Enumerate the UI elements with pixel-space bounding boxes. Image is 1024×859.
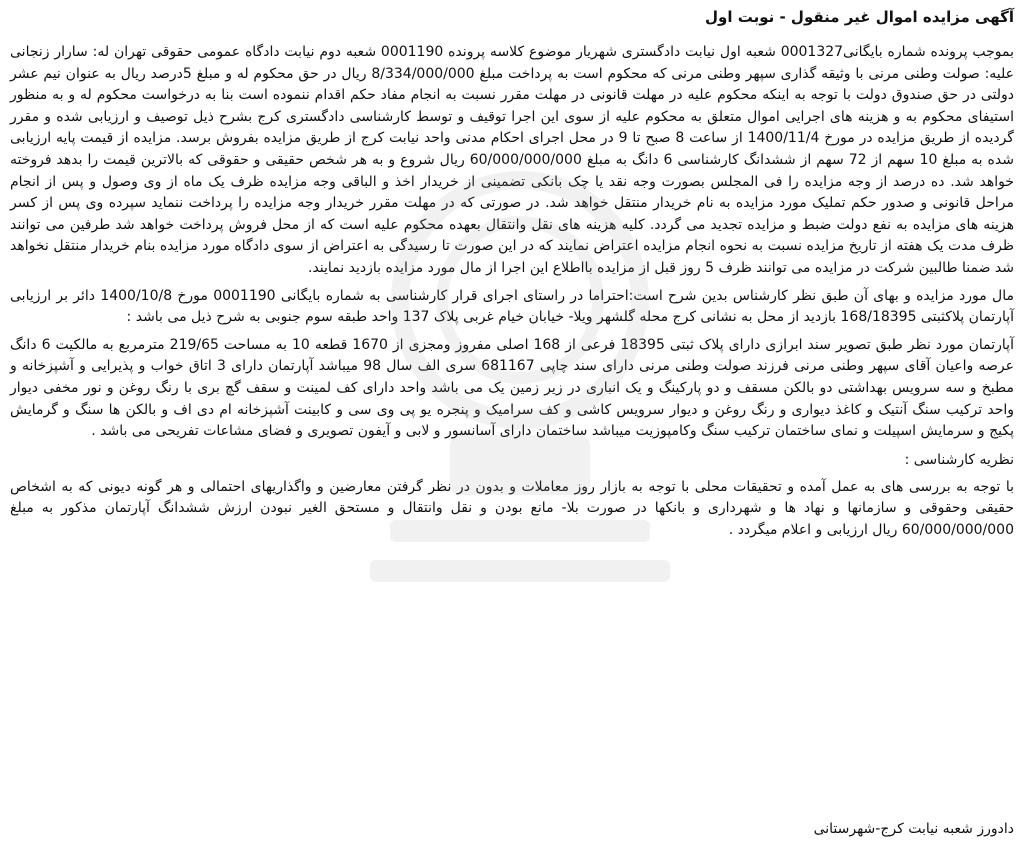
notice-title: آگهی مزایده اموال غیر منقول - نوبت اول [705,8,1014,26]
signature-line: دادورز شعبه نیابت کرج-شهرستانی [813,821,1014,837]
expert-opinion-heading: نظریه کارشناسی : [904,451,1014,468]
property-value-paragraph: مال مورد مزایده و بهای آن طبق نظر کارشناس بدین شرح است:احتراما در راستای اجرای قرار کارشناسی به شماره بایگانی 0001190 مورخ 1400/10/8 دائر بر ارزیابی آپارتمان پلاکثبتی 168/18395 بازدید از محل به نشانی کرج محله گلشهر ویلا- خیابان خیام غربی پلاک 137 واحد طبقه سوم جنوبی به شرح ذیل می باشد : [10,287,1014,326]
apartment-description-paragraph: آپارتمان مورد نظر طبق تصویر سند ابرازی دارای پلاک ثبتی 18395 فرعی از 168 اصلی مفروز ومجزی از 1670 قطعه 10 به مساحت 219/65 مترمربع به مالکیت 6 دانگ عرصه واعیان آقای سپهر وطنی مرنی فرزند صولت وطنی مرنی دارای سند چاپی 681167 سری الف سال 98 میباشد آپارتمان دارای 3 اتاق خواب و پذیرایی و آشپزخانه و مطبخ و سه سرویس بهداشتی دو بالکن مسقف و دو پارکینگ و یک انباری در زیر زمین یک می باشد واحد دارای کف لمینت و سقف گچ بری با رنگ روغن و نور مخفی دیوار واحد ترکیب سنگ آنتیک و کاغذ دیواری و رنگ روغن و دیوار سرویس کاشی و کف سرامیک و پنجره یو پی وی سی و کابینت آشپزخانه ام دی اف و بالکن ها سنگ و گرمایش پکیج و سرمایش اسپیلت و نمای ساختمان ترکیب سنگ وکامپوزیت میباشد ساختمان دارای آسانسور و لابی و آیفون تصویری و فضای مشاعات تفریحی می باشد . [10,336,1014,440]
auction-details-paragraph: بموجب پرونده شماره بایگانی0001327 شعبه اول نیابت دادگستری شهریار موضوع کلاسه پرونده 0001190 شعبه دوم نیابت دادگاه عمومی حقوقی تهران له: سارار زنجانی علیه: صولت وطنی مرنی با وثیقه گذاری سپهر وطنی مرنی که محکوم است به پرداخت مبلغ 8/334/000/000 ریال در حق محکوم له و مبلغ 5درصد ریال به عنوان نیم عشر دولتی در حق صندوق دولت با توجه به اینکه محکوم علیه در مهلت قانونی در مهلت مقرر نسبت به انجام مفاد حکم اقدام ننموده است بنا به درخواست محکوم له و به منظور استیفای محکوم به و هزینه های اجرایی اموال متعلق به محکوم علیه از سوی این اجرا توقیف و توسط کارشناسی دادگستری کرج بشرح ذیل توصیف و ارزیابی شده و مقرر گردیده از طریق مزایده در مورخ 1400/11/4 از ساعت 8 صبح تا 9 در محل اجرای احکام مدنی واحد نیابت کرج از طریق مزایده بفروش برسد. مزایده از قیمت پایه ارزیابی شده به مبلغ 10 سهم از 72 سهم از ششدانگ کارشناسی 6 دانگ به مبلغ 60/000/000/000 ریال شروع و به هر شخص حقیقی و حقوقی که بالاترین قیمت را بدهد فروخته خواهد شد. ده درصد از وجه مزایده را فی المجلس بصورت وجه نقد یا چک بانکی تضمینی از خریدار اخذ و الباقی وجه مزایده ظرف یک ماه از وی وصول و پس از انجام مراحل قانونی و صدور حکم تملیک مورد مزایده به نام خریدار منتقل خواهد شد. در صورتی که در مهلت مقرر خریدار وجه مزایده را پرداخت ننماید سپرده وی پس از کسر هزینه های مزایده به نفع دولت ضبط و مزایده تجدید می گردد. کلیه هزینه های نقل وانتقال بعهده محکوم علیه است که از محل فروش پرداخت خواهد شد طرفین می توانند ظرف مدت یک هفته از تاریخ مزایده نسبت به نحوه انجام مزایده اعتراض نمایند که در این صورت تا رسیدگی به اعتراض از سوی دادگاه مورد مزایده بنام خریدار منتقل نخواهد شد ضمنا طالبین شرکت در مزایده می توانند ظرف 5 روز قبل از مزایده بااطلاع این اجرا از مال مورد مزایده بازدید نمایند. [10,44,1015,276]
expert-opinion-paragraph: با توجه به بررسی های به عمل آمده و تحقیقات محلی با توجه به بازار روز معاملات و بدون در نظر گرفتن معارضین و واگذاریهای احتمالی و هر گونه دیونی که به اشخاص حقیقی وحقوقی و سازمانها و نهاد ها و شهرداری و بانکها در صورت بلا- مانع بودن و نقل وانتقال و مستحق الغیر نبودن ارزش ششدانگ آپارتمان مذکور به مبلغ 60/000/000/000 ریال ارزیابی و اعلام میگردد . [10,478,1014,538]
